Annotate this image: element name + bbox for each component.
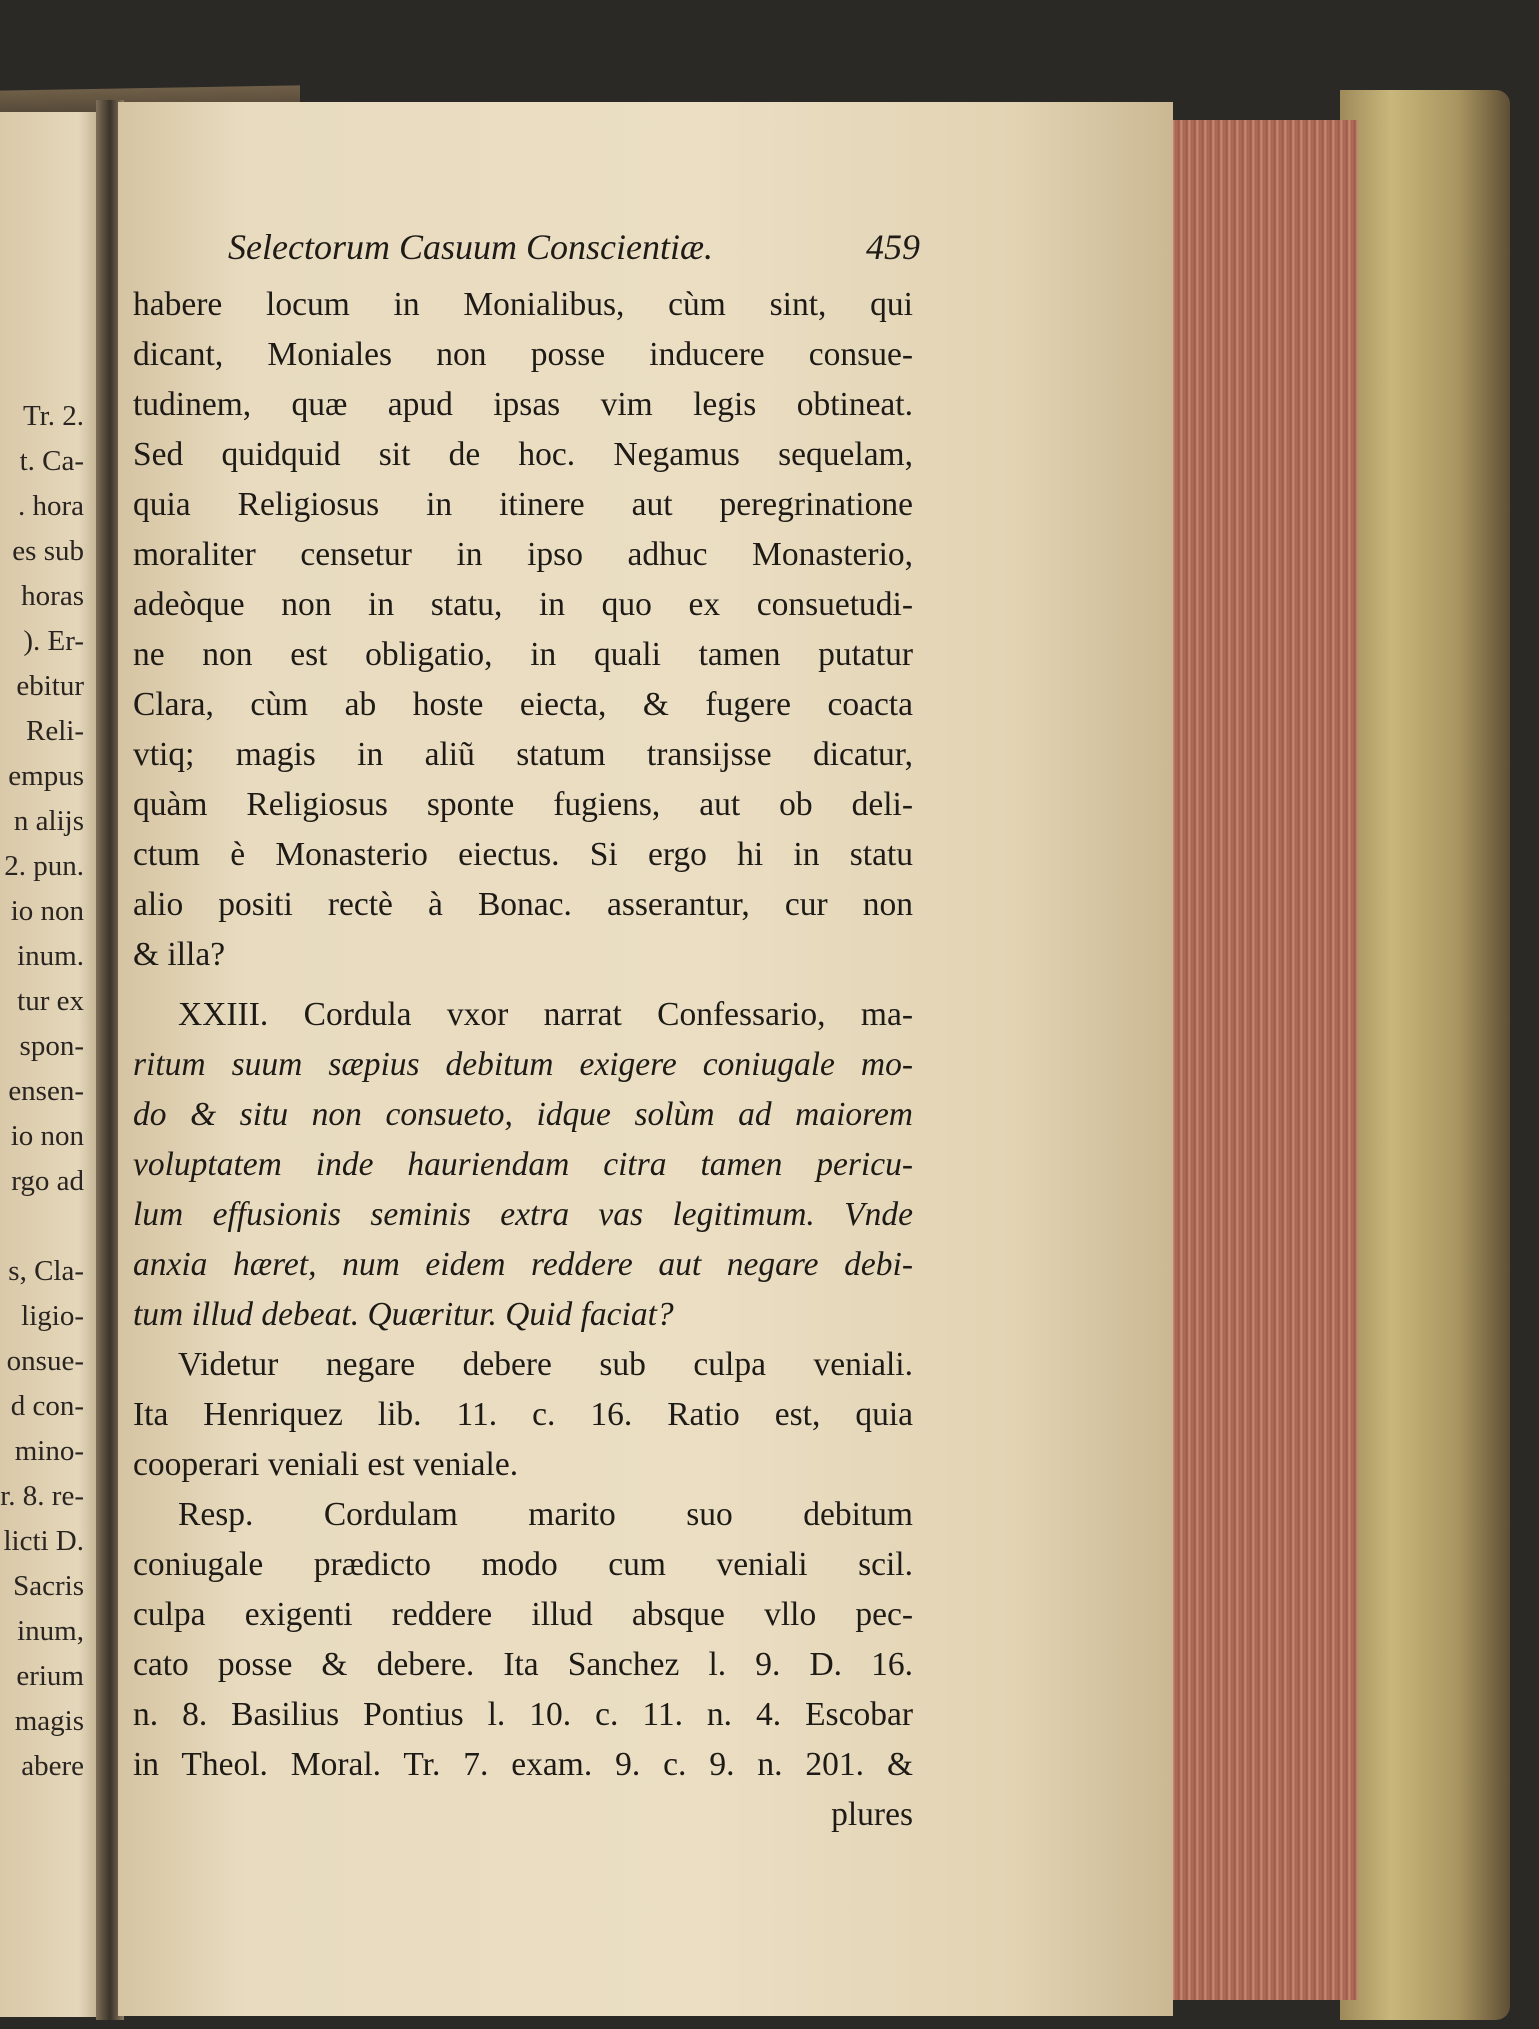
text-line: in Theol. Moral. Tr. 7. exam. 9. c. 9. n. 201. & <box>133 1746 913 1783</box>
left-page-fragment: io non <box>10 1120 84 1152</box>
text-line: ritum suum sæpius debitum exigere coniugale mo- <box>133 1046 913 1083</box>
left-page-fragment: empus <box>8 760 84 792</box>
page-edges <box>1168 120 1358 2000</box>
text-line: lum effusionis seminis extra vas legitimum. Vnde <box>133 1196 913 1233</box>
left-page-fragment: abere <box>21 1750 84 1782</box>
text-line: n. 8. Basilius Pontius l. 10. c. 11. n. 4. Escobar <box>133 1696 913 1733</box>
text-line: Resp. Cordulam marito suo debitum <box>178 1496 913 1533</box>
text-line: voluptatem inde hauriendam citra tamen pericu- <box>133 1146 913 1183</box>
left-page-fragment: erium <box>16 1660 84 1692</box>
left-page-fragment: ligio- <box>21 1300 84 1332</box>
text-line: moraliter censetur in ipso adhuc Monasterio, <box>133 536 913 573</box>
left-page-fragment: t. Ca- <box>19 445 84 477</box>
text-line: tum illud debeat. Quæritur. Quid faciat? <box>133 1296 674 1333</box>
left-page-fragment: Sacris <box>13 1570 84 1602</box>
left-page-fragment: tur ex <box>17 985 84 1017</box>
page-header <box>228 226 920 276</box>
text-line: vtiq; magis in aliũ statum transijsse dicatur, <box>133 736 913 773</box>
left-page-fragment: spon- <box>19 1030 84 1062</box>
text-line: Videtur negare debere sub culpa veniali. <box>178 1346 913 1383</box>
page-number: 459 <box>866 227 920 267</box>
left-page-fragment: r. 8. re- <box>0 1480 84 1512</box>
left-page-fragment: es sub <box>12 535 84 567</box>
text-line: Sed quidquid sit de hoc. Negamus sequelam, <box>133 436 913 473</box>
text-line: do & situ non consueto, idque solùm ad maiorem <box>133 1096 913 1133</box>
text-line: Ita Henriquez lib. 11. c. 16. Ratio est, quia <box>133 1396 913 1433</box>
left-page-fragment: d con- <box>10 1390 84 1422</box>
left-page-fragment: ). Er- <box>23 625 84 657</box>
page-body <box>133 280 913 1840</box>
text-line: cooperari veniali est veniale. <box>133 1446 519 1483</box>
text-line: tudinem, quæ apud ipsas vim legis obtineat. <box>133 386 913 423</box>
catchword: plures <box>831 1796 913 1833</box>
text-line: adeòque non in statu, in quo ex consuetudi- <box>133 586 913 623</box>
text-line: culpa exigenti reddere illud absque vllo pec- <box>133 1596 913 1633</box>
left-page-fragment: ensen- <box>8 1075 84 1107</box>
left-page-fragment <box>0 1204 84 1249</box>
text-line: & illa? <box>133 936 226 973</box>
left-page-fragment: licti D. <box>3 1525 84 1557</box>
left-page-fragment: n alijs <box>13 805 84 837</box>
running-title: Selectorum Casuum Conscientiæ. <box>228 227 713 267</box>
text-line: quàm Religiosus sponte fugiens, aut ob deli- <box>133 786 913 823</box>
text-line: anxia hæret, num eidem reddere aut negare debi- <box>133 1246 913 1283</box>
left-page-fragment: inum. <box>17 940 84 972</box>
book-cover-edge <box>1340 90 1510 2020</box>
left-page-fragment: Reli- <box>26 715 84 747</box>
left-page-fragment: ebitur <box>16 670 84 702</box>
left-page-fragment: mino- <box>14 1435 84 1467</box>
left-page-fragment: 2. pun. <box>4 850 84 882</box>
case-heading-line: XXIII. Cordula vxor narrat Confessario, ma- <box>178 996 913 1033</box>
left-page-fragment: Tr. 2. <box>22 400 84 432</box>
text-line: ne non est obligatio, in quali tamen putatur <box>133 636 913 673</box>
text-line: habere locum in Monialibus, cùm sint, qui <box>133 286 913 323</box>
left-page-fragment: . hora <box>17 490 84 522</box>
text-line: coniugale prædicto modo cum veniali scil. <box>133 1546 913 1583</box>
text-line: quia Religiosus in itinere aut peregrinatione <box>133 486 913 523</box>
left-page-fragment: rgo ad <box>11 1165 84 1197</box>
text-line: cato posse & debere. Ita Sanchez l. 9. D. 16. <box>133 1646 913 1683</box>
left-page-fragment: inum, <box>17 1615 84 1647</box>
text-line: ctum è Monasterio eiectus. Si ergo hi in statu <box>133 836 913 873</box>
left-page-text-fragments <box>0 394 84 1789</box>
text-line: dicant, Moniales non posse inducere consue- <box>133 336 913 373</box>
left-page-fragment: s, Cla- <box>8 1255 84 1287</box>
left-page-fragment: io non <box>10 895 84 927</box>
left-page-fragment: magis <box>14 1705 84 1737</box>
left-page-fragment: horas <box>21 580 84 612</box>
left-page-fragment: onsue- <box>6 1345 84 1377</box>
text-line: alio positi rectè à Bonac. asserantur, cur non <box>133 886 913 923</box>
text-line: Clara, cùm ab hoste eiecta, & fugere coacta <box>133 686 913 723</box>
